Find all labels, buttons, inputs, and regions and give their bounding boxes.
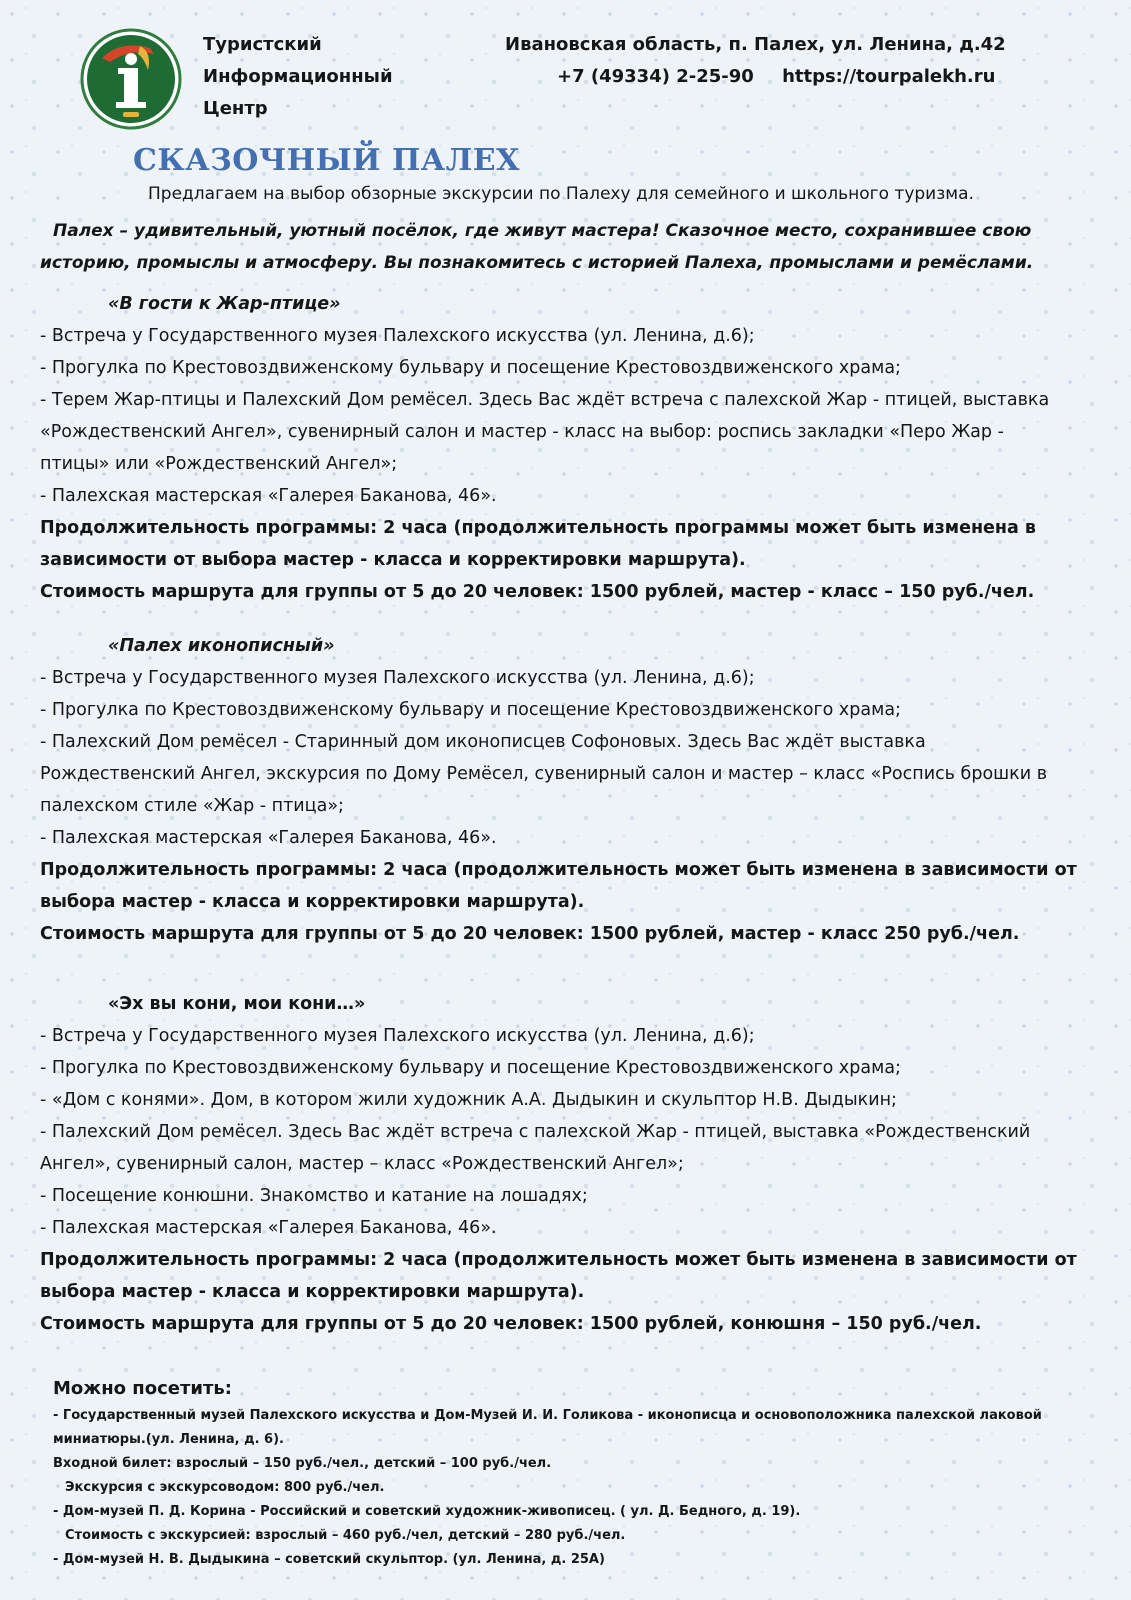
tour-item: - Палехская мастерская «Галерея Баканова, 46». [40,1218,497,1238]
tour-duration: выбора мастер - класса и корректировки маршрута). [40,892,585,912]
tour-item: «Рождественский Ангел», сувенирный салон и мастер - класс на выбор: роспись закладки «Перо Жар - [40,422,1004,442]
tour-item: - Палехская мастерская «Галерея Баканова, 46». [40,486,497,506]
org-name-line: Информационный [203,66,393,87]
tour-item: - Прогулка по Крестовоздвиженскому бульвару и посещение Крестовоздвиженского храма; [40,700,901,720]
contacts [557,61,995,93]
tour-item: - Посещение конюшни. Знакомство и катание на лошадях; [40,1186,588,1206]
tour-item: Ангел», сувенирный салон, мастер – класс «Рождественский Ангел»; [40,1154,684,1174]
visit-line: миниатюры.(ул. Ленина, д. 6). [53,1432,284,1447]
lead-line: историю, промыслы и атмосферу. Вы познакомитесь с историей Палеха, промыслами и ремёслами. [40,253,1034,273]
tour-item: - Палехская мастерская «Галерея Баканова, 46». [40,828,497,848]
tour-duration: Продолжительность программы: 2 часа (продолжительность программы может быть изменена в [40,518,1036,538]
tour-item: - Встреча у Государственного музея Палехского искусства (ул. Ленина, д.6); [40,668,755,688]
visit-title: Можно посетить: [53,1378,232,1399]
phone: +7 (49334) 2-25-90 [557,66,754,87]
tour-item: - Прогулка по Крестовоздвиженскому бульвару и посещение Крестовоздвиженского храма; [40,358,901,378]
lead-paragraph [40,215,1085,279]
tour-item: - Прогулка по Крестовоздвиженскому бульвару и посещение Крестовоздвиженского храма; [40,1058,901,1078]
org-name-line: Центр [203,98,268,119]
tour-price: Стоимость маршрута для группы от 5 до 20 человек: 1500 рублей, конюшня – 150 руб./чел. [40,1314,982,1334]
visit-line: Экскурсия с экскурсоводом: 800 руб./чел. [65,1480,385,1495]
tour-price: Стоимость маршрута для группы от 5 до 20 человек: 1500 рублей, мастер - класс 250 руб./чел. [40,924,1020,944]
intro-text: Предлагаем на выбор обзорные экскурсии по Палеху для семейного и школьного туризма. [148,184,974,204]
org-name-line: Туристский [203,34,322,55]
address: Ивановская область, п. Палех, ул. Ленина, д.42 [505,34,1006,55]
tour-section [40,630,1095,950]
tour-item: Рождественский Ангел, экскурсия по Дому Ремёсел, сувенирный салон и мастер – класс «Роспись брошки в [40,764,1048,784]
tour-title: «Палех иконописный» [108,636,335,656]
page-title: СКАЗОЧНЫЙ ПАЛЕХ [133,143,520,178]
tour-section [40,988,1095,1340]
visit-line: - Дом-музей Н. В. Дыдыкина – советский скульптор. (ул. Ленина, д. 25А) [53,1552,605,1567]
lead-line: Палех – удивительный, уютный посёлок, где живут мастера! Сказочное место, сохранившее свою [53,221,1032,241]
tour-duration: Продолжительность программы: 2 часа (продолжительность может быть изменена в зависимости от [40,860,1077,880]
tour-duration: Продолжительность программы: 2 часа (продолжительность может быть изменена в зависимости от [40,1250,1077,1270]
tour-duration: выбора мастер - класса и корректировки маршрута). [40,1282,585,1302]
visit-line: Входной билет: взрослый – 150 руб./чел., детский – 100 руб./чел. [53,1456,552,1471]
tourist-info-logo-icon [80,28,182,130]
tour-item: - Встреча у Государственного музея Палехского искусства (ул. Ленина, д.6); [40,326,755,346]
website-link[interactable]: https://tourpalekh.ru [782,66,996,87]
tour-item: птицы» или «Рождественский Ангел»; [40,454,398,474]
tour-item: палехском стиле «Жар - птица»; [40,796,344,816]
tour-section [40,288,1095,608]
tour-title: «Эх вы кони, мои кони…» [108,994,366,1014]
tour-item: - «Дом с конями». Дом, в котором жили художник А.А. Дыдыкин и скульптор Н.В. Дыдыкин; [40,1090,897,1110]
tour-title: «В гости к Жар-птице» [108,294,341,314]
tour-duration: зависимости от выбора мастер - класса и корректировки маршрута). [40,550,746,570]
visit-line: - Государственный музей Палехского искусства и Дом-Музей И. И. Голикова - иконописца и основоположника палехской лаковой [53,1408,1042,1423]
visit-line: Стоимость с экскурсией: взрослый – 460 руб./чел, детский – 280 руб./чел. [65,1528,626,1543]
org-name [203,29,393,125]
tour-price: Стоимость маршрута для группы от 5 до 20 человек: 1500 рублей, мастер - класс – 150 руб./чел. [40,582,1035,602]
tour-item: - Палехский Дом ремёсел - Старинный дом иконописцев Софоновых. Здесь Вас ждёт выставка [40,732,926,752]
visit-line: - Дом-музей П. Д. Корина - Российский и советский художник-живописец. ( ул. Д. Бедного, д. 19). [53,1504,801,1519]
visit-section [53,1374,1083,1572]
tour-item: - Встреча у Государственного музея Палехского искусства (ул. Ленина, д.6); [40,1026,755,1046]
tour-item: - Палехский Дом ремёсел. Здесь Вас ждёт встреча с палехской Жар - птицей, выставка «Рождественский [40,1122,1031,1142]
tour-item: - Терем Жар-птицы и Палехский Дом ремёсел. Здесь Вас ждёт встреча с палехской Жар - птицей, выставка [40,390,1050,410]
